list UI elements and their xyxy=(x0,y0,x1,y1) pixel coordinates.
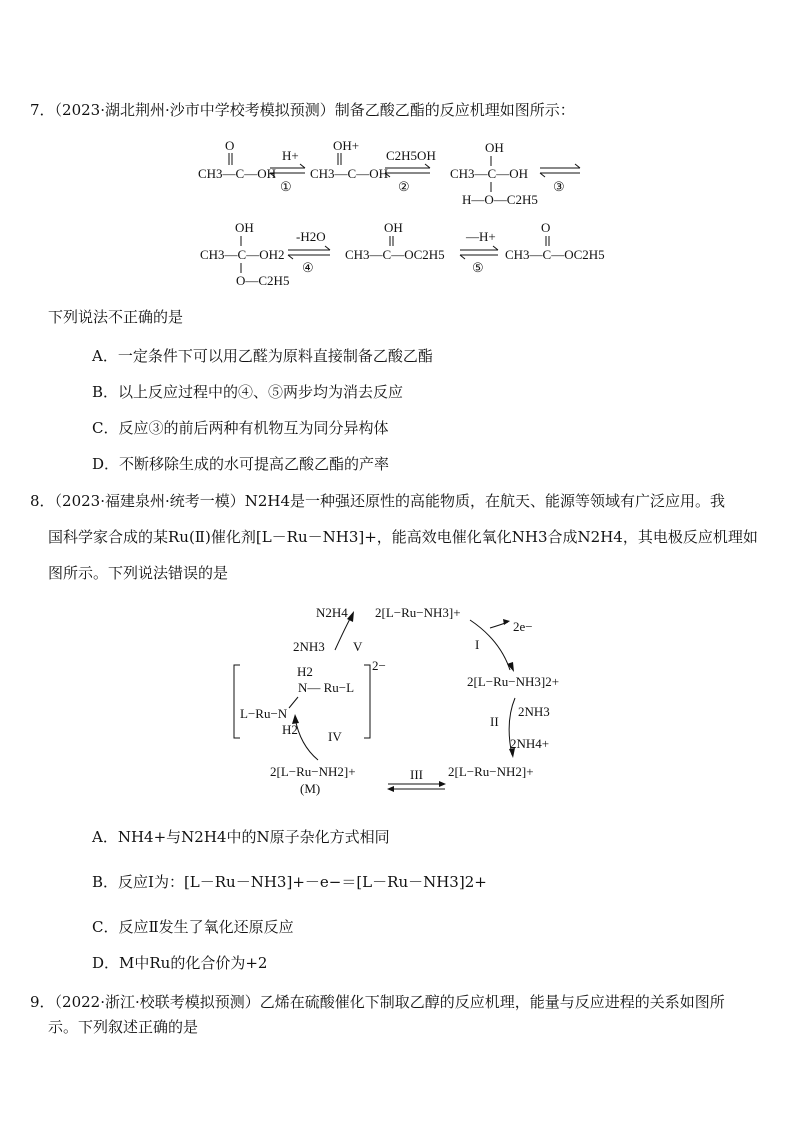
step-II: II xyxy=(490,714,499,729)
s3-mid: CH3—C—OH xyxy=(450,166,529,181)
cycle-nh4-out: 2NH4+ xyxy=(510,736,550,751)
dimer-left: L−Ru−N xyxy=(240,706,288,721)
step4-num: ④ xyxy=(302,260,314,275)
s4-bot: O—C2H5 xyxy=(236,273,290,288)
cycle-e: 2e− xyxy=(513,619,533,634)
dimer-h2-bot: H2 xyxy=(282,722,298,737)
s4-mid: CH3—C—OH2 xyxy=(200,247,285,262)
s2-top: OH+ xyxy=(333,138,360,153)
q7-option-a: A．一定条件下可以用乙醛为原料直接制备乙酸乙酯 xyxy=(92,347,433,365)
step5-num: ⑤ xyxy=(472,260,484,275)
s2: CH3—C—OH xyxy=(310,166,389,181)
dimer-h2-top: H2 xyxy=(297,664,313,679)
cycle-nh3-in: 2NH3 xyxy=(518,704,550,719)
s3-top: OH xyxy=(485,140,504,155)
s1: CH3—C—OH xyxy=(198,166,277,181)
q9-line2: 示。下列叙述正确的是 xyxy=(48,1018,199,1036)
cycle-bottom-left: 2[L−Ru−NH2]+ xyxy=(270,764,356,779)
cycle-right: 2[L−Ru−NH3]2+ xyxy=(467,674,560,689)
dimer-charge: 2− xyxy=(372,658,386,673)
cycle-n2h4: N2H4 xyxy=(316,605,348,620)
q8-option-a: A．NH4+与N2H4中的N原子杂化方式相同 xyxy=(92,828,390,846)
step2-top: C2H5OH xyxy=(386,148,436,163)
q7-option-d: D．不断移除生成的水可提高乙酸乙酯的产率 xyxy=(92,455,390,473)
q8-option-c: C．反应Ⅱ发生了氧化还原反应 xyxy=(92,918,294,936)
q7-option-b: B．以上反应过程中的④、⑤两步均为消去反应 xyxy=(92,383,404,401)
s6: CH3—C—OC2H5 xyxy=(505,247,605,262)
step-III: III xyxy=(410,767,423,782)
q8-line3: 图所示。下列说法错误的是 xyxy=(48,564,229,582)
step-I: I xyxy=(475,637,480,652)
cycle-bottom-right: 2[L−Ru−NH2]+ xyxy=(448,764,534,779)
step2-num: ② xyxy=(398,179,410,194)
cycle-top: 2[L−Ru−NH3]+ xyxy=(375,605,461,620)
q7-header: 7．（2023·湖北荆州·沙市中学校考模拟预测）制备乙酸乙酯的反应机理如图所示： xyxy=(30,101,575,119)
q9-line1: 9．（2022·浙江·校联考模拟预测）乙烯在硫酸催化下制取乙醇的反应机理，能量与反应进程的关系如图所 xyxy=(30,993,725,1011)
q8-option-d: D．M中Ru的化合价为+2 xyxy=(92,954,268,972)
s6-top: O xyxy=(541,220,551,235)
step1-top: H+ xyxy=(282,148,299,163)
s1-top: O xyxy=(225,138,235,153)
q8-line2: 国科学家合成的某Ru(Ⅱ)催化剂[L－Ru－NH3]+，能高效电催化氧化NH3合成N2H4，其电极反应机理如 xyxy=(48,528,758,546)
q7-option-c: C．反应③的前后两种有机物互为同分异构体 xyxy=(92,419,389,437)
s5: CH3—C—OC2H5 xyxy=(345,247,445,262)
step3-num: ③ xyxy=(553,179,565,194)
q8-option-b: B．反应Ⅰ为：[L－Ru－NH3]+－e−＝[L－Ru－NH3]2+ xyxy=(92,873,487,891)
cycle-nh3-left: 2NH3 xyxy=(293,639,325,654)
step1-num: ① xyxy=(280,179,292,194)
s4-top: OH xyxy=(235,220,254,235)
q7-stem: 下列说法不正确的是 xyxy=(48,308,184,326)
step4-top: -H2O xyxy=(296,229,326,244)
step-IV: IV xyxy=(328,729,342,744)
cycle-m-label: (M) xyxy=(300,781,321,796)
s3-bot: H—O—C2H5 xyxy=(462,192,538,207)
step5-top: —H+ xyxy=(466,229,496,244)
q8-line1: 8．（2023·福建泉州·统考一模）N2H4是一种强还原性的高能物质，在航天、能源等领域有广泛应用。我 xyxy=(30,492,726,510)
s5-top: OH xyxy=(384,220,403,235)
step-V: V xyxy=(353,639,363,654)
dimer-n-top: N— Ru−L xyxy=(298,680,355,695)
